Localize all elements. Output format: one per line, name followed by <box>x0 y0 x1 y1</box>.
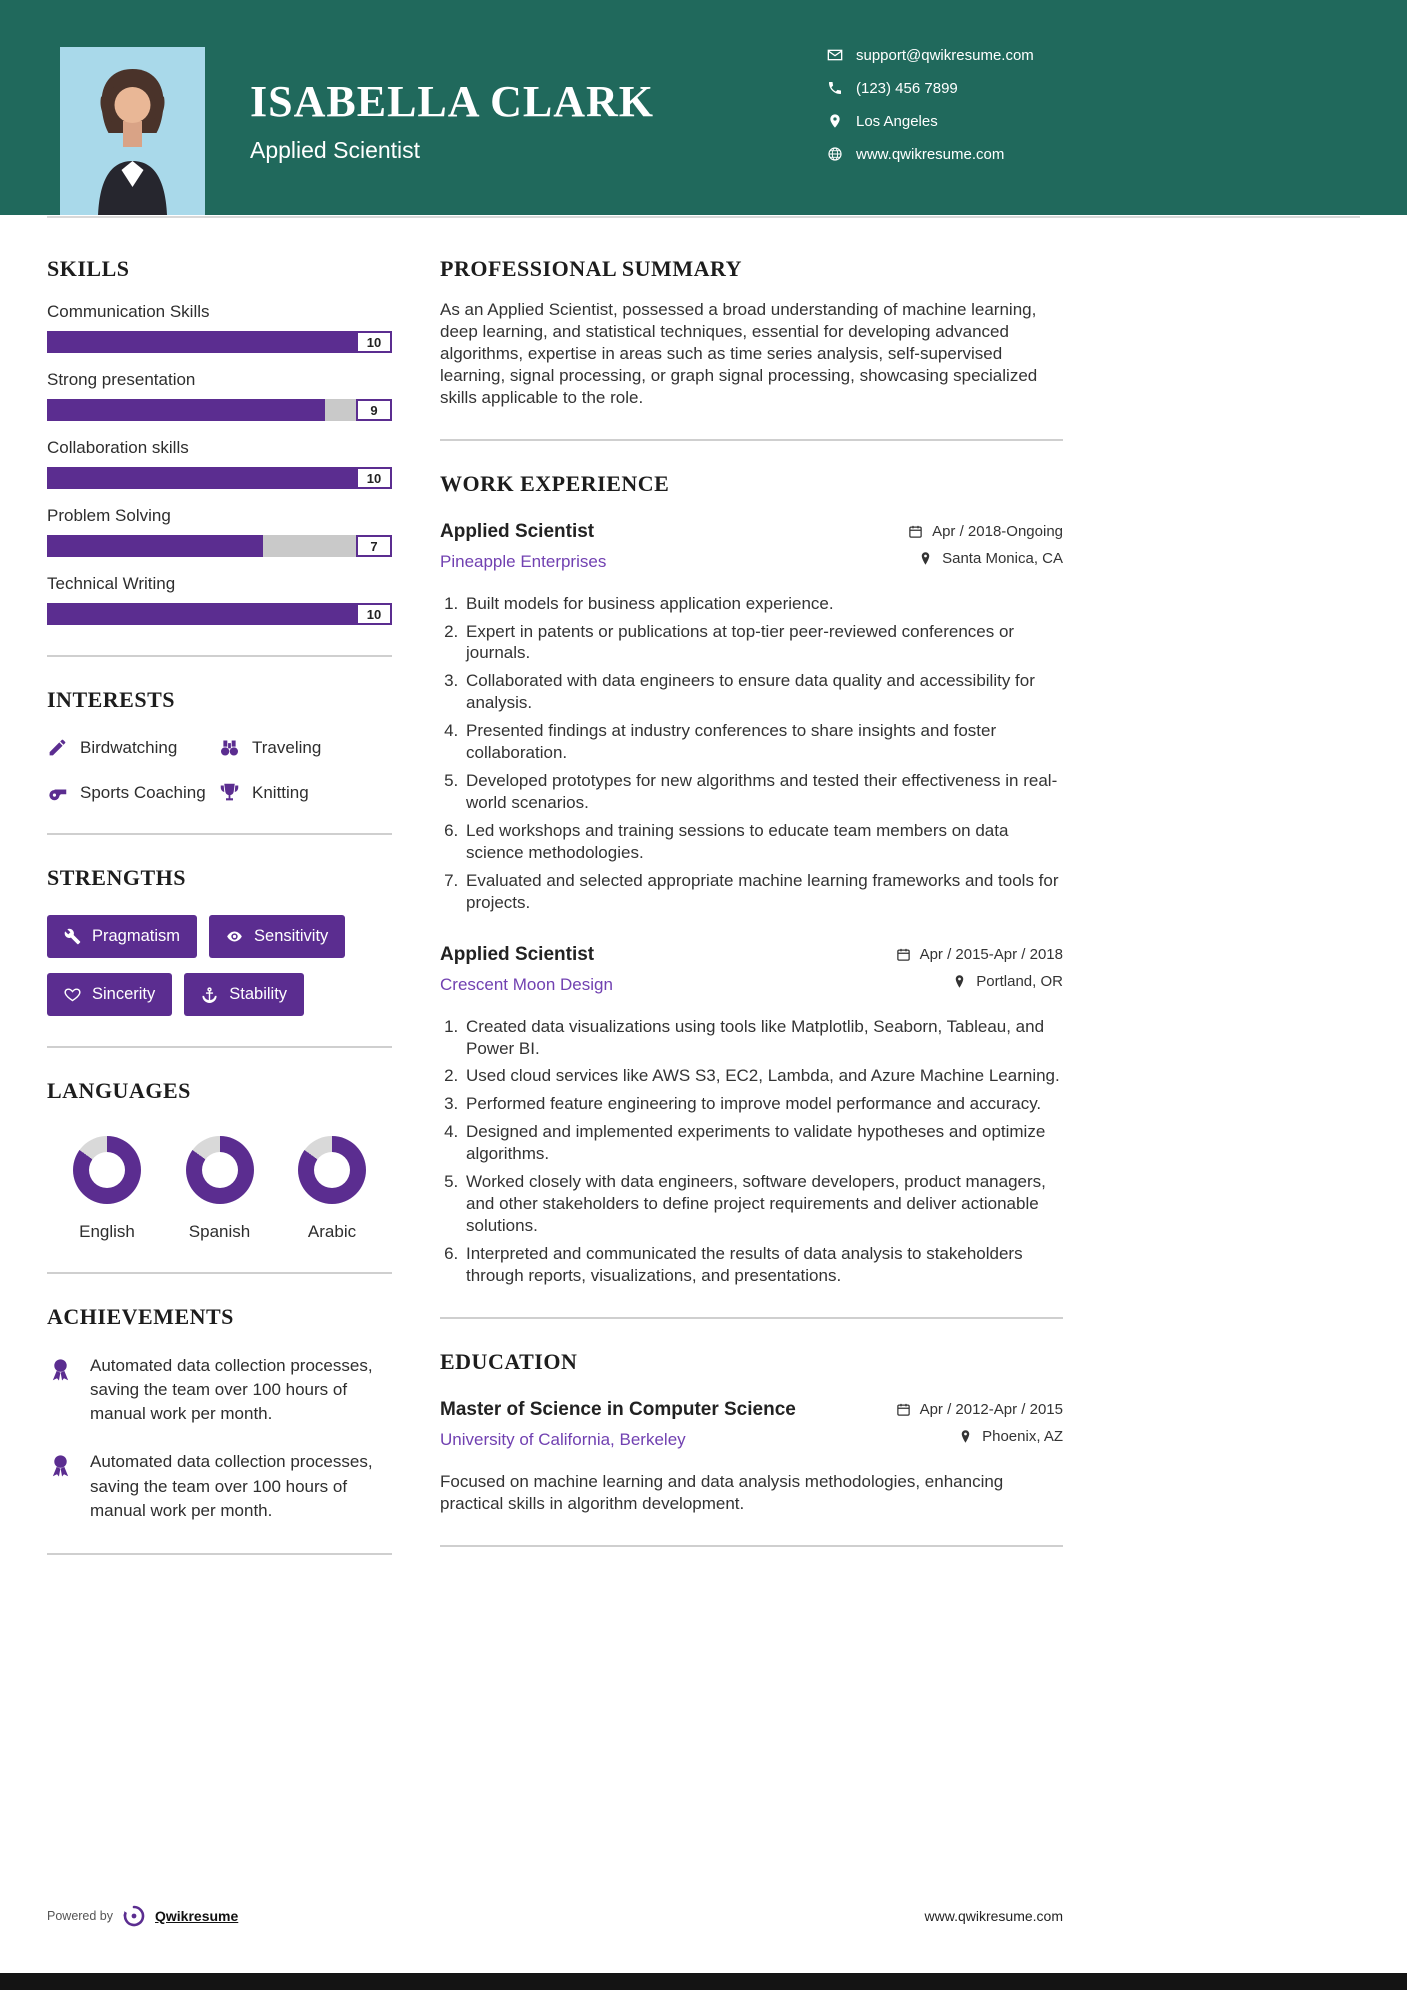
languages-section <box>47 1078 392 1242</box>
skill-bar <box>47 467 392 489</box>
skill-bar <box>47 535 392 557</box>
contact-website[interactable] <box>827 143 1034 165</box>
experience-bullet: 3. Collaborated with data engineers to ensure data quality and accessibility for analysis. <box>463 670 1063 714</box>
job-bullets <box>440 1016 1063 1287</box>
anchor-icon <box>201 986 218 1003</box>
interests-grid <box>47 737 392 803</box>
language-donut-chart <box>298 1136 366 1204</box>
calendar-icon <box>908 524 923 539</box>
skill-bar-fill <box>47 467 356 489</box>
experience-bullet: 4. Presented findings at industry conferences to share insights and foster collaboration. <box>463 720 1063 764</box>
medal-icon <box>47 1356 74 1383</box>
section-divider <box>47 1553 392 1555</box>
calendar-icon <box>896 947 911 962</box>
experience-bullet: 1. Built models for business application experience. <box>463 593 1063 615</box>
summary-text: As an Applied Scientist, possessed a broad understanding of machine learning, deep learning, and statistical techniques, essential for developing advanced algorithms, expertise in areas such as time series analysis, self-supervised learning, signal processing, or graph signal processing, showcasing specialized skills applicable to the role. <box>440 300 1038 407</box>
section-divider <box>440 439 1063 441</box>
strength-label: Sensitivity <box>254 927 329 945</box>
language-item <box>286 1136 378 1242</box>
section-divider <box>47 1046 392 1048</box>
summary-heading: PROFESSIONAL SUMMARY <box>440 256 742 281</box>
strength-chip <box>209 915 345 958</box>
skill-item <box>47 302 392 353</box>
strength-chip <box>47 973 172 1016</box>
location-pin-icon <box>827 113 843 129</box>
candidate-title: Applied Scientist <box>250 137 421 163</box>
qwikresume-logo <box>122 1904 146 1928</box>
skill-label: Collaboration skills <box>47 438 189 457</box>
job-meta <box>896 944 1063 1000</box>
education-heading: EDUCATION <box>440 1348 578 1374</box>
interest-label: Traveling <box>252 737 322 757</box>
skill-label: Technical Writing <box>47 574 176 593</box>
experience-bullet: 2. Used cloud services like AWS S3, EC2, Lambda, and Azure Machine Learning. <box>463 1065 1063 1087</box>
skill-item <box>47 506 392 557</box>
skill-label: Strong presentation <box>47 370 196 389</box>
education-meta <box>896 1399 1063 1455</box>
wrench-icon <box>64 928 81 945</box>
skills-section <box>47 256 392 625</box>
contact-phone-text: (123) 456 7899 <box>856 79 958 97</box>
job-dates-text: Apr / 2018-Ongoing <box>932 522 1063 540</box>
calendar-icon <box>896 1402 911 1417</box>
contact-location <box>827 110 1034 132</box>
job-title-block <box>440 944 613 995</box>
job-location-text: Santa Monica, CA <box>942 549 1063 567</box>
skill-score: 10 <box>356 603 392 625</box>
strength-label: Pragmatism <box>92 927 181 945</box>
contact-email-text: support@qwikresume.com <box>856 46 1034 64</box>
name-block <box>250 76 654 164</box>
interests-heading: INTERESTS <box>47 687 176 712</box>
whistle-icon <box>47 782 68 803</box>
education-location-text: Phoenix, AZ <box>982 1427 1063 1445</box>
strengths-section <box>47 865 392 1016</box>
skill-bar-fill <box>47 399 325 421</box>
email-icon <box>827 47 843 63</box>
job-title-block <box>440 521 606 572</box>
achievement-text: Automated data collection processes, saving the team over 100 hours of manual work per month. <box>90 1356 373 1424</box>
job-title: Applied Scientist <box>440 520 595 542</box>
interest-item <box>47 782 219 803</box>
contact-block <box>827 44 1034 176</box>
strength-label: Stability <box>229 985 288 1003</box>
skill-item <box>47 574 392 625</box>
experience-job <box>440 521 1063 914</box>
job-location <box>896 973 1063 990</box>
phone-icon <box>827 80 843 96</box>
portrait-illustration <box>60 47 205 215</box>
section-divider <box>47 1272 392 1274</box>
experience-section <box>440 471 1063 1287</box>
skills-heading: SKILLS <box>47 256 130 281</box>
education-dates-text: Apr / 2012-Apr / 2015 <box>919 1400 1063 1418</box>
job-bullets <box>440 593 1063 914</box>
strengths-chips <box>47 915 392 1016</box>
education-title-block <box>440 1399 796 1450</box>
skill-label: Problem Solving <box>47 506 171 525</box>
content <box>0 256 1407 1585</box>
experience-bullet: 6. Led workshops and training sessions to educate team members on data science methodologies. <box>463 820 1063 864</box>
eye-icon <box>226 928 243 945</box>
experience-bullet: 5. Worked closely with data engineers, software developers, product managers, and other stakeholders to define project requirements and deliver actionable solutions. <box>463 1171 1063 1237</box>
section-divider <box>47 833 392 835</box>
education-dates <box>896 1401 1063 1418</box>
job-head <box>440 521 1063 577</box>
pen-icon <box>47 737 68 758</box>
education-degree: Master of Science in Computer Science <box>440 1398 796 1420</box>
experience-bullet: 7. Evaluated and selected appropriate machine learning frameworks and tools for projects. <box>463 870 1063 914</box>
achievements-heading: ACHIEVEMENTS <box>47 1304 234 1329</box>
experience-bullet: 2. Expert in patents or publications at top-tier peer-reviewed conferences or journals. <box>463 621 1063 665</box>
job-dates <box>896 946 1063 963</box>
experience-bullet: 3. Performed feature engineering to improve model performance and accuracy. <box>463 1093 1063 1115</box>
job-head <box>440 944 1063 1000</box>
education-section <box>440 1349 1063 1515</box>
interest-item <box>47 737 219 758</box>
skill-bar <box>47 399 392 421</box>
skill-bar-fill <box>47 331 356 353</box>
interest-label: Knitting <box>252 782 309 802</box>
language-donut-chart <box>186 1136 254 1204</box>
contact-location-text: Los Angeles <box>856 112 938 130</box>
globe-icon <box>827 146 843 162</box>
medal-icon <box>47 1452 74 1479</box>
section-divider <box>47 655 392 657</box>
section-divider <box>440 1545 1063 1547</box>
job-dates-text: Apr / 2015-Apr / 2018 <box>919 945 1063 963</box>
experience-bullet: 4. Designed and implemented experiments to validate hypotheses and optimize algorithms. <box>463 1121 1063 1165</box>
education-entry <box>440 1399 1063 1515</box>
interest-item <box>219 737 392 758</box>
skill-bar-fill <box>47 603 356 625</box>
language-item <box>61 1136 153 1242</box>
job-location <box>908 550 1063 567</box>
strength-label: Sincerity <box>92 985 156 1003</box>
section-divider <box>440 1317 1063 1319</box>
achievements-section <box>47 1304 392 1523</box>
language-item <box>174 1136 266 1242</box>
bottom-bar <box>0 1973 1407 1990</box>
achievement-item <box>47 1450 392 1522</box>
strength-chip <box>184 973 304 1016</box>
language-label: Arabic <box>307 1222 357 1241</box>
education-school-link[interactable]: University of California, Berkeley <box>440 1429 686 1449</box>
qwikresume-brand-link[interactable]: Qwikresume <box>155 1908 239 1924</box>
skill-score: 10 <box>356 467 392 489</box>
language-donut-chart <box>73 1136 141 1204</box>
footer <box>47 1904 1063 1928</box>
binoculars-icon <box>219 737 240 758</box>
profile-photo <box>60 47 205 215</box>
contact-website-text: www.qwikresume.com <box>856 145 1005 163</box>
header <box>0 0 1407 215</box>
interest-label: Birdwatching <box>80 737 178 757</box>
education-location <box>896 1428 1063 1445</box>
job-title: Applied Scientist <box>440 943 595 965</box>
left-column <box>47 256 392 1585</box>
language-label: Spanish <box>188 1222 251 1241</box>
language-label: English <box>79 1222 135 1241</box>
education-description: Focused on machine learning and data analysis methodologies, enhancing practical skills in algorithm development. <box>440 1471 1004 1513</box>
job-dates <box>908 523 1063 540</box>
heart-icon <box>64 986 81 1003</box>
interest-label: Sports Coaching <box>80 782 206 802</box>
trophy-icon <box>219 782 240 803</box>
skill-item <box>47 438 392 489</box>
contact-email[interactable] <box>827 44 1034 66</box>
skill-item <box>47 370 392 421</box>
summary-section <box>440 256 1063 409</box>
experience-job <box>440 944 1063 1287</box>
skill-score: 7 <box>356 535 392 557</box>
experience-bullet: 1. Created data visualizations using tools like Matplotlib, Seaborn, Tableau, and Power BI. <box>463 1016 1063 1060</box>
languages-heading: LANGUAGES <box>47 1078 191 1103</box>
powered-by-text: Powered by <box>47 1909 114 1923</box>
skill-label: Communication Skills <box>47 302 210 321</box>
pin-icon <box>958 1429 973 1444</box>
strength-chip <box>47 915 197 958</box>
header-divider <box>47 216 1360 218</box>
candidate-name: ISABELLA CLARK <box>250 77 655 126</box>
footer-website[interactable]: www.qwikresume.com <box>924 1908 1063 1924</box>
skill-bar-fill <box>47 535 263 557</box>
skill-bar <box>47 603 392 625</box>
education-head <box>440 1399 1063 1455</box>
right-column <box>440 256 1063 1585</box>
languages-list <box>47 1136 392 1242</box>
job-company-link[interactable]: Crescent Moon Design <box>440 974 613 994</box>
interests-section <box>47 687 392 803</box>
skills-list <box>47 302 392 625</box>
powered-by <box>47 1904 238 1928</box>
contact-phone <box>827 77 1034 99</box>
job-location-text: Portland, OR <box>976 972 1063 990</box>
skill-score: 9 <box>356 399 392 421</box>
achievement-text: Automated data collection processes, saving the team over 100 hours of manual work per month. <box>90 1452 373 1520</box>
pin-icon <box>918 551 933 566</box>
experience-bullet: 5. Developed prototypes for new algorithms and tested their effectiveness in real-world scenarios. <box>463 770 1063 814</box>
interest-item <box>219 782 392 803</box>
achievement-item <box>47 1354 392 1426</box>
skill-bar <box>47 331 392 353</box>
strengths-heading: STRENGTHS <box>47 865 186 890</box>
experience-heading: WORK EXPERIENCE <box>440 470 670 496</box>
job-company-link[interactable]: Pineapple Enterprises <box>440 551 607 571</box>
experience-bullet: 6. Interpreted and communicated the results of data analysis to stakeholders through reports, visualizations, and presentations. <box>463 1243 1063 1287</box>
job-meta <box>908 521 1063 577</box>
skill-score: 10 <box>356 331 392 353</box>
pin-icon <box>952 974 967 989</box>
